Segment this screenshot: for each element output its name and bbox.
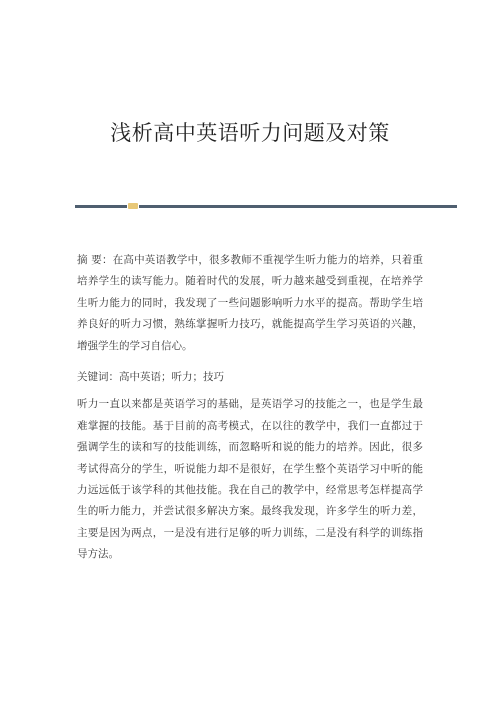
abstract-label: 摘 要： (77, 254, 113, 266)
keywords-paragraph (77, 367, 423, 388)
divider-bar-left (75, 205, 127, 208)
keywords-text: 高中英语；听力；技巧 (119, 371, 224, 384)
document-title: 浅析高中英语听力问题及对策 (110, 121, 390, 145)
document-body (77, 250, 423, 566)
title-divider (75, 203, 457, 209)
body-paragraph: 听力一直以来都是英语学习的基础，是英语学习的技能之一，也是学生最难掌握的技能。基于目前的高考模式，在以往的教学中，我们一直都过于强调学生的读和写的技能训练，而忽略听和说的能力的培养。因此，很多考试得高分的学生，听说能力却不是很好，在学生整个英语学习中听的能力远远低于该学科的其他技能。我在自己的教学中，经常思考怎样提高学生的听力能力，并尝试很多解决方案。最终我发现，许多学生的听力差，主要是因为两点，一是没有进行足够的听力训练，二是没有科学的训练指导方法。 (77, 398, 423, 561)
divider-bar-right (139, 205, 457, 208)
abstract-text: 在高中英语教学中，很多教师不重视学生听力能力的培养，只着重培养学生的读写能力。随着时代的发展，听力越来越受到重视，在培养学生听力能力的同时，我发现了一些问题影响听力水平的提高。帮助学生培养良好的听力习惯，熟练掌握听力技巧，就能提高学生学习英语的兴趣，增强学生的学习自信心。 (77, 254, 423, 352)
abstract-paragraph (77, 250, 423, 357)
divider-ornament-icon (128, 203, 138, 209)
keywords-label: 关键词： (77, 371, 119, 384)
